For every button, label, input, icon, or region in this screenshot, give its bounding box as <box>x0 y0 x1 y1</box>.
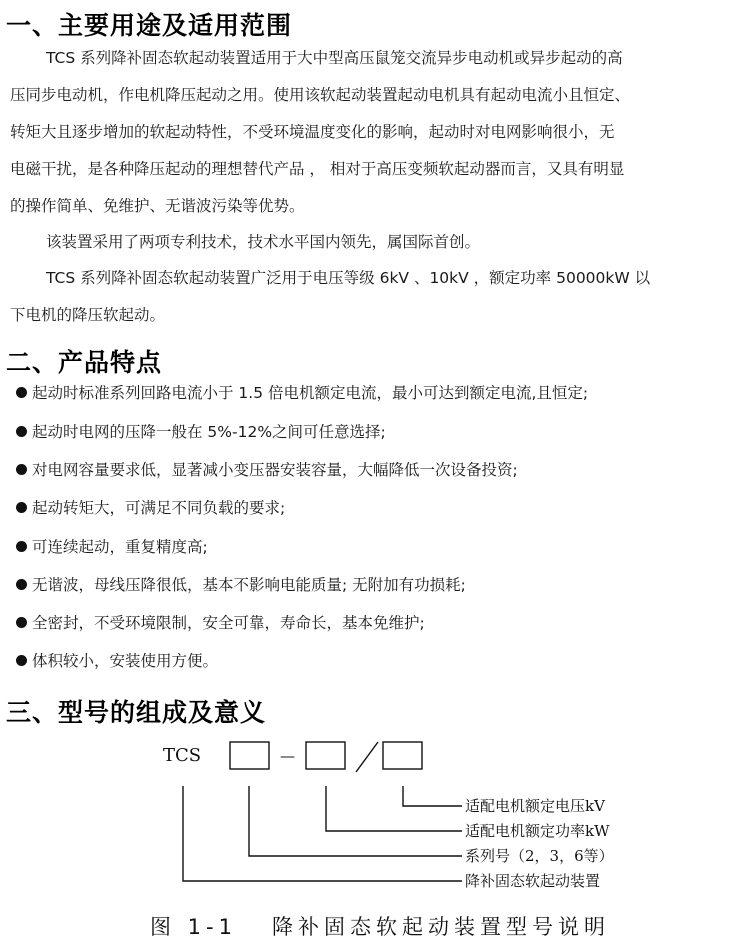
feature-item-3 <box>16 458 518 480</box>
s1-line-2: 压同步电动机，作电机降压起动之用。使用该软起动装置起动电机具有起动电流小且恒定、 <box>10 86 631 104</box>
feature-item-4 <box>16 496 285 518</box>
bullet-dot-icon <box>16 426 27 437</box>
slash-separator <box>356 742 378 772</box>
feature-text-8: 体积较小，安装使用方便。 <box>32 652 219 670</box>
s1-line-8: 下电机的降压软起动。 <box>10 306 166 324</box>
label-rated-voltage: 适配电机额定电压kV <box>465 797 605 815</box>
feature-item-5 <box>16 535 208 557</box>
bullet-dot-icon <box>16 541 27 552</box>
s1-line-7: TCS 系列降补固态软起动装置广泛用于电压等级 6kV 、10kV ，额定功率 50000kW 以 <box>46 269 651 287</box>
section2-heading: 二、产品特点 <box>6 348 163 377</box>
bullet-dot-icon <box>16 617 27 628</box>
power-placeholder-box <box>306 742 345 769</box>
leader-line-device <box>183 786 462 881</box>
feature-text-6: 无谐波，母线压降很低，基本不影响电能质量; 无附加有功损耗; <box>32 576 466 594</box>
model-dash-text: — <box>280 747 295 765</box>
s1-line-1: TCS 系列降补固态软起动装置适用于大中型高压鼠笼交流异步电动机或异步起动的高 <box>46 49 623 67</box>
figure-caption: 图 1-1 降补固态软起动装置型号说明 <box>150 915 610 939</box>
model-prefix-text: TCS <box>163 745 202 766</box>
s1-line-6: 该装置采用了两项专利技术，技术水平国内领先，属国际首创。 <box>46 233 481 251</box>
feature-item-8 <box>16 649 218 671</box>
section3-heading: 三、型号的组成及意义 <box>6 698 267 727</box>
feature-item-7 <box>16 611 425 633</box>
voltage-placeholder-box-1 <box>230 742 269 769</box>
label-series-number: 系列号（2，3，6等） <box>465 847 614 865</box>
feature-text-2: 起动时电网的压降一般在 5%-12%之间可任意选择; <box>32 423 386 441</box>
section1-heading: 一、主要用途及适用范围 <box>6 11 293 40</box>
feature-text-4: 起动转矩大，可满足不同负载的要求; <box>32 499 286 517</box>
model-number-diagram <box>0 730 750 948</box>
bullet-dot-icon <box>16 387 27 398</box>
leader-line-series <box>249 786 462 856</box>
feature-text-5: 可连续起动，重复精度高; <box>32 538 208 556</box>
leader-line-voltage <box>403 786 462 806</box>
feature-item-1 <box>16 381 588 403</box>
s1-line-4: 电磁干扰，是各种降压起动的理想替代产品 ， 相对于高压变频软起动器而言，又具有明显 <box>10 160 625 178</box>
bullet-dot-icon <box>16 655 27 666</box>
feature-text-7: 全密封，不受环境限制，安全可靠，寿命长，基本免维护; <box>32 614 425 632</box>
feature-item-6 <box>16 573 466 595</box>
label-device-name: 降补固态软起动装置 <box>465 872 601 890</box>
leader-line-power <box>326 786 462 831</box>
bullet-dot-icon <box>16 579 27 590</box>
bullet-dot-icon <box>16 502 27 513</box>
feature-text-3: 对电网容量要求低，显著减小变压器安装容量，大幅降低一次设备投资; <box>32 461 518 479</box>
bullet-dot-icon <box>16 464 27 475</box>
s1-line-5: 的操作简单、免维护、无谐波污染等优势。 <box>10 197 305 215</box>
feature-item-2 <box>16 420 386 442</box>
s1-line-3: 转矩大且逐步增加的软起动特性，不受环境温度变化的影响，起动时对电网影响很小，无 <box>10 123 615 141</box>
label-rated-power: 适配电机额定功率kW <box>465 822 610 840</box>
feature-text-1: 起动时标准系列回路电流小于 1.5 倍电机额定电流，最小可达到额定电流,且恒定; <box>32 384 589 402</box>
voltage-placeholder-box-2 <box>383 742 422 769</box>
